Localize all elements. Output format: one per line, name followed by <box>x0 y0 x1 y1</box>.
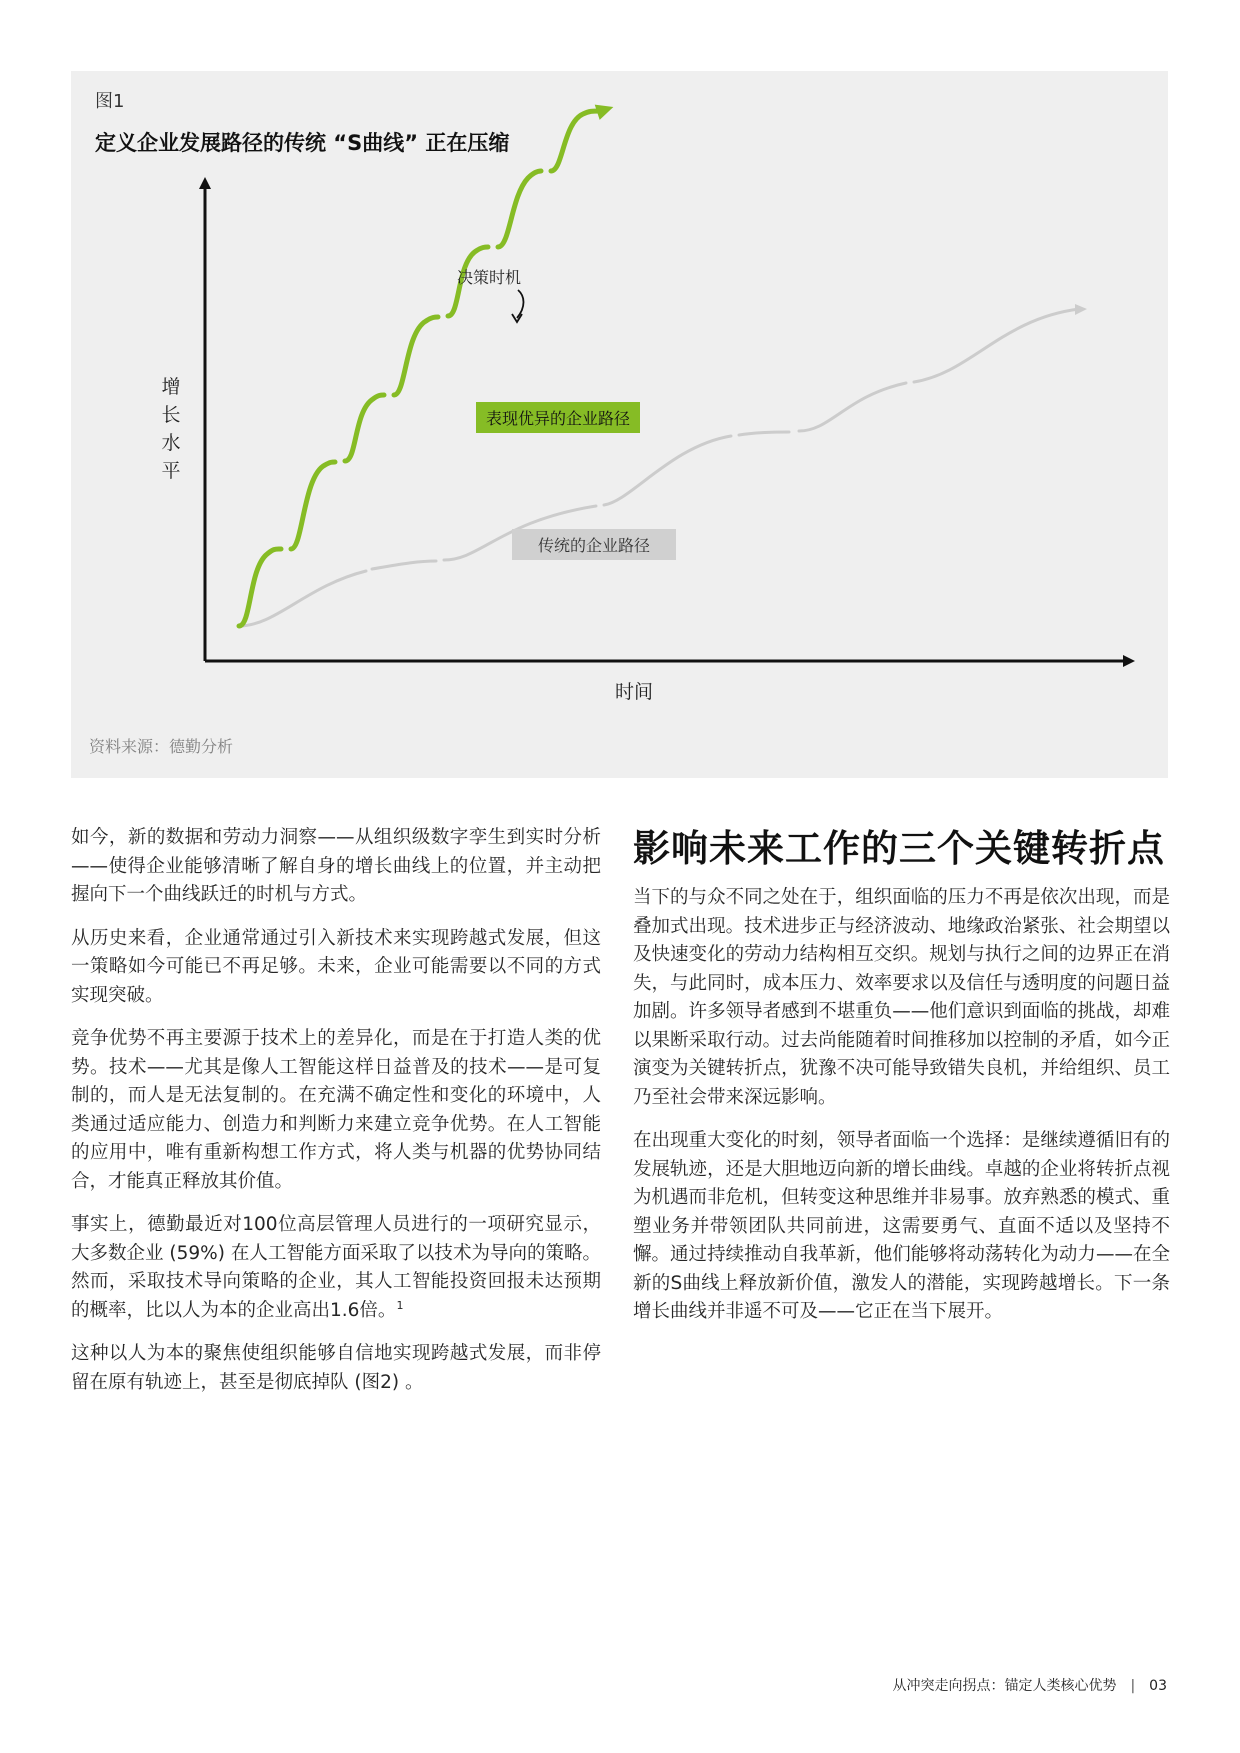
paragraph <box>71 1211 601 1325</box>
gray-curve-segment <box>914 309 1079 382</box>
figure-number: 图1 <box>95 91 125 112</box>
gray-arrowhead <box>1075 304 1087 315</box>
page-number: 03 <box>1149 1678 1167 1694</box>
y-axis-label-char: 平 <box>161 460 181 482</box>
right-column <box>633 884 1170 1342</box>
green-s-curve <box>345 395 384 461</box>
s-curve-diagram <box>71 71 1168 778</box>
paragraph-text: 事实上，德勤最近对100位高层管理人员进行的一项研究显示，大多数企业 (59%) 在人工智能方面采取了以技术为导向的策略。然而，采取技术导向策略的企业，其人工智能投资回报未达预期的概率，比以人为本的企业高出1.6倍。 <box>71 1214 601 1321</box>
figure-title: 定义企业发展路径的传统 “S曲线” 正在压缩 <box>95 131 510 155</box>
paragraph: 竞争优势不再主要源于技术上的差异化，而是在于打造人类的优势。技术——尤其是像人工智能这样日益普及的技术——是可复制的，而人是无法复制的。在充满不确定性和变化的环境中，人类通过适应能力、创造力和判断力来建立竞争优势。在人工智能的应用中，唯有重新构想工作方式，将人类与机器的优势协同结合，才能真正释放其价值。 <box>71 1028 601 1192</box>
y-axis-label-char: 长 <box>161 404 181 426</box>
gray-curve-segment <box>604 436 731 505</box>
paragraph: 这种以人为本的聚焦使组织能够自信地实现跨越式发展，而非停留在原有轨迹上，甚至是彻底掉队 (图2) 。 <box>71 1343 601 1393</box>
green-path-label: 表现优异的企业路径 <box>485 409 631 428</box>
paragraph: 在出现重大变化的时刻，领导者面临一个选择：是继续遵循旧有的发展轨迹，还是大胆地迈向新的增长曲线。卓越的企业将转折点视为机遇而非危机，但转变这种思维并非易事。放弃熟悉的模式、重塑业务并带领团队共同前进，这需要勇气、直面不适以及坚持不懈。通过持续推动自我革新，他们能够将动荡转化为动力——在全新的S曲线上释放新价值，激发人的潜能，实现跨越增长。下一条增长曲线并非遥不可及——它正在当下展开。 <box>633 1130 1170 1322</box>
green-s-curve <box>551 111 601 171</box>
paragraph: 如今，新的数据和劳动力洞察——从组织级数字孪生到实时分析——使得企业能够清晰了解自身的增长曲线上的位置，并主动把握向下一个曲线跃迁的时机与方式。 <box>71 827 601 905</box>
traditional-path <box>239 304 1087 626</box>
green-s-curve <box>291 462 335 549</box>
green-s-curve <box>498 171 541 247</box>
paragraph: 从历史来看，企业通常通过引入新技术来实现跨越式发展，但这一策略如今可能已不再足够。未来，企业可能需要以不同的方式实现突破。 <box>71 927 601 1006</box>
gray-curve-segment <box>799 383 906 431</box>
page-footer <box>892 1675 1167 1695</box>
x-axis-label: 时间 <box>614 681 654 703</box>
decision-pointer-arrow <box>517 290 524 318</box>
section-heading: 影响未来工作的三个关键转折点 <box>633 827 1165 870</box>
left-column <box>71 824 601 1412</box>
gray-path-label: 传统的企业路径 <box>537 536 651 555</box>
footnote-reference[interactable]: 1 <box>396 1298 404 1312</box>
figure-panel <box>71 71 1168 778</box>
gray-curve-segment <box>739 432 789 435</box>
gray-curve-segment <box>372 561 436 569</box>
y-axis-label-char: 水 <box>161 432 181 454</box>
paragraph: 当下的与众不同之处在于，组织面临的压力不再是依次出现，而是叠加式出现。技术进步正与经济波动、地缘政治紧张、社会期望以及快速变化的劳动力结构相互交织。规划与执行之间的边界正在消失，与此同时，成本压力、效率要求以及信任与透明度的问题日益加剧。许多领导者感到不堪重负——他们意识到面临的挑战，却难以果断采取行动。过去尚能随着时间推移加以控制的矛盾，如今正演变为关键转折点，犹豫不决可能导致错失良机，并给组织、员工乃至社会带来深远影响。 <box>633 887 1170 1108</box>
green-arrowhead <box>595 99 616 119</box>
figure-source: 资料来源：德勤分析 <box>89 737 234 756</box>
footer-separator: | <box>1130 1678 1136 1694</box>
green-s-curve <box>394 317 438 395</box>
decision-point-label: 决策时机 <box>456 268 522 287</box>
footer-title: 从冲突走向拐点：锚定人类核心优势 <box>892 1678 1117 1694</box>
y-axis-label-char: 增 <box>161 376 181 398</box>
gray-curve-segment <box>239 571 366 626</box>
